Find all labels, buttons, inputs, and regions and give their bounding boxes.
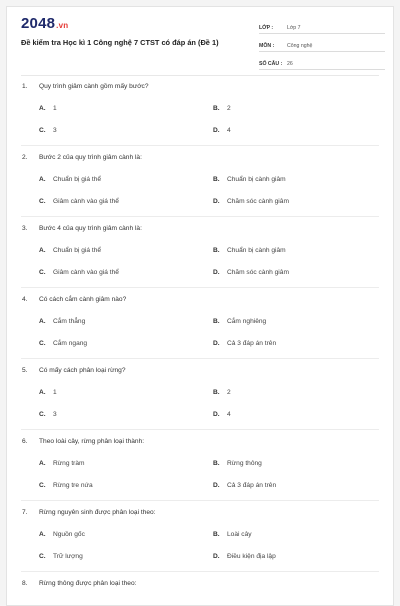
option-b[interactable] [213, 531, 252, 538]
question-number: 7. [22, 509, 28, 516]
option-letter: D. [213, 411, 220, 418]
option-letter: C. [39, 411, 46, 418]
option-text: Chuẩn bị cành giâm [227, 176, 286, 183]
option-c[interactable] [39, 482, 93, 489]
option-text: Chuẩn bị giá thể [53, 247, 102, 254]
option-text: Chăm sóc cành giâm [227, 198, 289, 205]
question-8 [7, 580, 393, 606]
option-a[interactable] [39, 318, 85, 325]
option-c[interactable] [39, 553, 83, 560]
question-separator [21, 358, 379, 359]
question-number: 3. [22, 225, 28, 232]
question-separator [21, 287, 379, 288]
meta-value: Công nghệ [287, 43, 313, 49]
question-separator [21, 429, 379, 430]
question-prompt: Rừng thông được phân loại theo: [39, 580, 137, 587]
exam-sheet [6, 6, 394, 606]
option-a[interactable] [39, 105, 57, 112]
option-a[interactable] [39, 176, 101, 183]
question-2 [7, 154, 393, 225]
question-prompt: Có cách cắm cành giâm nào? [39, 296, 127, 303]
option-text: 4 [227, 127, 231, 134]
option-text: Điều kiện địa lập [227, 553, 276, 560]
option-letter: D. [213, 127, 220, 134]
option-letter: D. [213, 269, 220, 276]
option-text: Rừng tre nứa [53, 482, 93, 489]
option-text: Rừng thông [227, 460, 262, 467]
option-letter: D. [213, 482, 220, 489]
meta-value: Lớp 7 [287, 25, 301, 31]
question-separator [21, 500, 379, 501]
option-a[interactable] [39, 389, 57, 396]
option-letter: A. [39, 247, 46, 254]
option-text: Giâm cành vào giá thể [53, 198, 119, 205]
exam-meta [259, 19, 385, 73]
option-d[interactable] [213, 127, 231, 134]
question-4 [7, 296, 393, 367]
question-text [22, 296, 126, 303]
option-text: Nguồn gốc [53, 531, 85, 538]
option-text: Chăm sóc cành giâm [227, 269, 289, 276]
option-letter: A. [39, 389, 46, 396]
option-b[interactable] [213, 247, 286, 254]
meta-label: LỚP : [259, 25, 274, 31]
header-divider [21, 75, 379, 76]
question-number: 5. [22, 367, 28, 374]
option-text: Cắm nghiêng [227, 318, 267, 325]
question-text [22, 154, 142, 161]
option-letter: B. [213, 247, 220, 254]
question-number: 8. [22, 580, 28, 587]
option-letter: D. [213, 198, 220, 205]
option-a[interactable] [39, 247, 101, 254]
question-text [22, 83, 149, 90]
option-text: 4 [227, 411, 231, 418]
option-a[interactable] [39, 531, 85, 538]
option-letter: B. [213, 531, 220, 538]
option-text: 3 [53, 411, 57, 418]
option-letter: D. [213, 553, 220, 560]
option-d[interactable] [213, 553, 276, 560]
option-a[interactable] [39, 460, 85, 467]
meta-label: MÔN : [259, 43, 275, 49]
option-b[interactable] [213, 318, 266, 325]
question-3 [7, 225, 393, 296]
option-letter: C. [39, 269, 46, 276]
question-list [7, 83, 393, 606]
question-text [22, 367, 126, 374]
option-letter: C. [39, 127, 46, 134]
option-letter: A. [39, 105, 46, 112]
question-prompt: Quy trình giâm cành gồm mấy bước? [39, 83, 149, 90]
option-letter: A. [39, 531, 46, 538]
question-1 [7, 83, 393, 154]
option-text: 3 [53, 127, 57, 134]
option-d[interactable] [213, 340, 276, 347]
option-text: Cắm ngang [53, 340, 88, 347]
question-5 [7, 367, 393, 438]
question-6 [7, 438, 393, 509]
meta-row-subject [259, 37, 385, 52]
question-prompt: Bước 4 của quy trình giâm cành là: [39, 225, 142, 232]
question-text [22, 225, 142, 232]
question-prompt: Có mấy cách phân loại rừng? [39, 367, 126, 374]
logo-main: 2048 [21, 15, 56, 32]
option-c[interactable] [39, 340, 87, 347]
meta-label: SỐ CÂU : [259, 61, 283, 67]
logo-suffix: .vn [56, 21, 69, 30]
option-letter: B. [213, 389, 220, 396]
option-d[interactable] [213, 482, 276, 489]
question-7 [7, 509, 393, 580]
option-c[interactable] [39, 127, 57, 134]
option-letter: C. [39, 340, 46, 347]
question-number: 1. [22, 83, 28, 90]
option-c[interactable] [39, 269, 119, 276]
option-letter: C. [39, 482, 46, 489]
option-d[interactable] [213, 198, 289, 205]
option-text: Cắm thẳng [53, 318, 86, 325]
option-text: 1 [53, 105, 57, 112]
option-text: Trữ lượng [53, 553, 83, 560]
option-c[interactable] [39, 198, 119, 205]
meta-row-count [259, 55, 385, 70]
option-letter: C. [39, 553, 46, 560]
option-b[interactable] [213, 389, 231, 396]
option-text: Rừng tràm [53, 460, 85, 467]
question-number: 6. [22, 438, 28, 445]
option-text: 1 [53, 389, 57, 396]
option-d[interactable] [213, 411, 231, 418]
question-text [22, 580, 136, 587]
question-separator [21, 216, 379, 217]
option-text: Chuẩn bị giá thể [53, 176, 102, 183]
meta-row-class [259, 19, 385, 34]
option-text: Loài cây [227, 531, 252, 538]
option-letter: B. [213, 460, 220, 467]
option-letter: D. [213, 340, 220, 347]
question-text [22, 509, 156, 516]
question-number: 2. [22, 154, 28, 161]
option-text: Chuẩn bị cành giâm [227, 247, 286, 254]
option-letter: B. [213, 105, 220, 112]
question-number: 4. [22, 296, 28, 303]
meta-value: 26 [287, 61, 293, 67]
exam-header [7, 7, 393, 69]
question-prompt: Rừng nguyên sinh được phân loại theo: [39, 509, 156, 516]
option-letter: B. [213, 176, 220, 183]
question-prompt: Theo loài cây, rừng phân loại thành: [39, 438, 145, 445]
option-b[interactable] [213, 460, 262, 467]
option-text: 2 [227, 389, 231, 396]
option-c[interactable] [39, 411, 57, 418]
question-separator [21, 571, 379, 572]
option-letter: A. [39, 318, 46, 325]
option-letter: A. [39, 176, 46, 183]
exam-title: Đề kiểm tra Học kì 1 Công nghệ 7 CTST có đáp án (Đề 1) [21, 38, 219, 47]
option-b[interactable] [213, 105, 231, 112]
option-text: Giâm cành vào giá thể [53, 269, 119, 276]
question-prompt: Bước 2 của quy trình giâm cành là: [39, 154, 142, 161]
option-text: Cả 3 đáp án trên [227, 482, 277, 489]
option-letter: C. [39, 198, 46, 205]
option-text: 2 [227, 105, 231, 112]
option-letter: B. [213, 318, 220, 325]
option-d[interactable] [213, 269, 289, 276]
option-text: Cả 3 đáp án trên [227, 340, 277, 347]
option-b[interactable] [213, 176, 286, 183]
question-text [22, 438, 144, 445]
option-letter: A. [39, 460, 46, 467]
question-separator [21, 145, 379, 146]
